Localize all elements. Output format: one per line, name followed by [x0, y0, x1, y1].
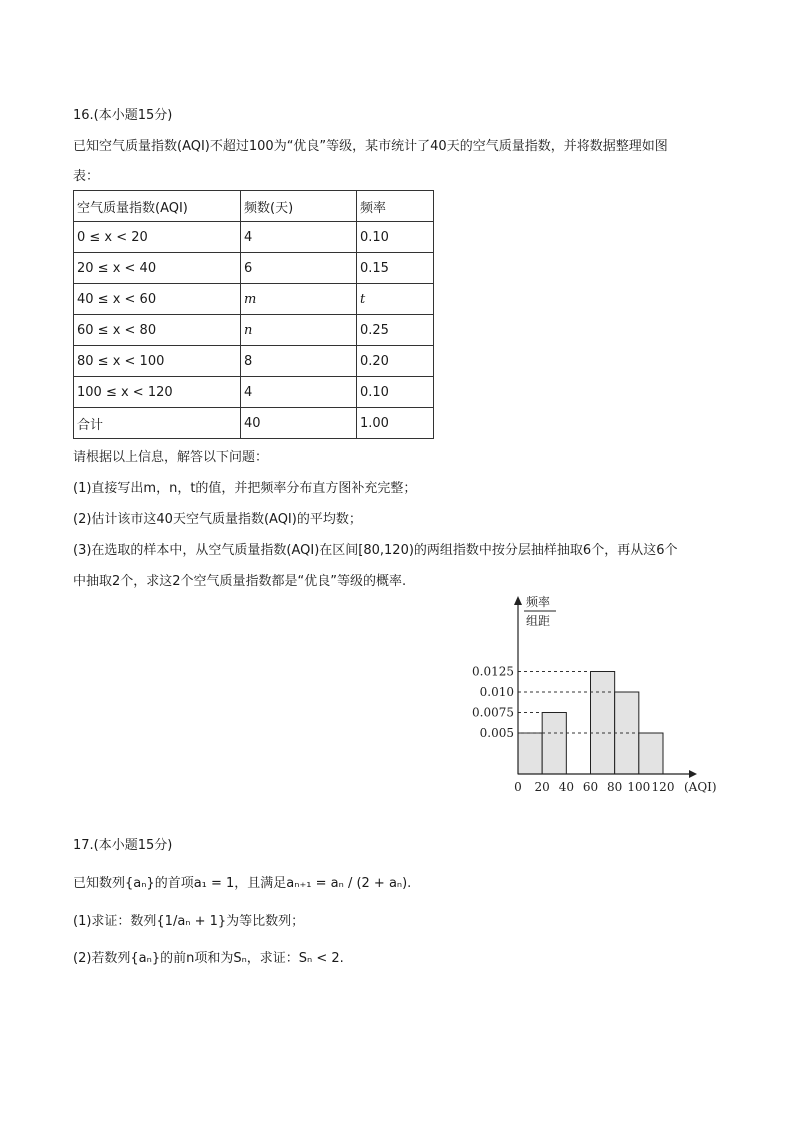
q17-header: 17.(本小题15分)	[73, 838, 173, 853]
x-axis-label: (AQI)	[684, 780, 717, 794]
q16-part3-line2: 中抽取2个，求这2个空气质量指数都是“优良”等级的概率.	[73, 574, 407, 589]
y-tick-label: 0.010	[479, 685, 514, 699]
q16-part2: (2)估计该市这40天空气质量指数(AQI)的平均数；	[73, 512, 362, 527]
q16-header: 16.(本小题15分)	[73, 108, 173, 123]
table-row	[74, 315, 434, 346]
table-row	[74, 346, 434, 377]
q16-intro-line2: 表：	[73, 169, 100, 184]
histogram-bar	[591, 672, 615, 775]
table-cell: 0.20	[357, 346, 434, 377]
table-row	[74, 222, 434, 253]
table-cell: 0.10	[357, 222, 434, 253]
q16-intro-line1: 已知空气质量指数(AQI)不超过100为“优良”等级，某市统计了40天的空气质量指数，并将数据整理如图	[73, 139, 668, 154]
table-cell: 合计	[74, 408, 241, 439]
histogram-bar	[639, 733, 663, 774]
table-cell: 0.15	[357, 253, 434, 284]
table-cell: 8	[241, 346, 357, 377]
table-row	[74, 284, 434, 315]
y-axis-label-bottom: 组距	[526, 614, 551, 628]
table-cell: 0 ≤ x < 20	[74, 222, 241, 253]
x-tick-label: 0	[514, 780, 522, 794]
table-cell: 0.25	[357, 315, 434, 346]
table-cell: 4	[241, 377, 357, 408]
x-tick-label: 80	[607, 780, 623, 794]
table-cell: 100 ≤ x < 120	[74, 377, 241, 408]
table-header-cell: 频率	[357, 191, 434, 222]
q16-part3-line1: (3)在选取的样本中，从空气质量指数(AQI)在区间[80,120)的两组指数中按分层抽样抽取6个，再从这6个	[73, 543, 678, 558]
y-tick-label: 0.005	[479, 726, 514, 740]
table-cell: t	[357, 284, 434, 315]
table-cell: 20 ≤ x < 40	[74, 253, 241, 284]
histogram-bar	[542, 713, 566, 775]
x-tick-label: 120	[651, 780, 675, 794]
table-row	[74, 253, 434, 284]
table-cell: 80 ≤ x < 100	[74, 346, 241, 377]
y-tick-label: 0.0125	[472, 664, 514, 679]
table-cell: 6	[241, 253, 357, 284]
table-cell: 40 ≤ x < 60	[74, 284, 241, 315]
table-cell: n	[241, 315, 357, 346]
histogram-bar	[518, 733, 542, 774]
table-header-cell: 频数(天)	[241, 191, 357, 222]
y-axis-label-top: 频率	[526, 595, 551, 609]
table-row	[74, 408, 434, 439]
table-header-row	[74, 191, 434, 222]
x-tick-label: 40	[558, 780, 574, 794]
table-cell: 60 ≤ x < 80	[74, 315, 241, 346]
y-axis-arrow	[514, 596, 522, 605]
y-tick-label: 0.0075	[472, 705, 514, 720]
q17-part2: (2)若数列{aₙ}的前n项和为Sₙ，求证：Sₙ < 2.	[73, 951, 344, 966]
table-header-cell: 空气质量指数(AQI)	[74, 191, 241, 222]
table-cell: m	[241, 284, 357, 315]
table-cell: 4	[241, 222, 357, 253]
x-axis-arrow	[689, 770, 697, 778]
histogram-bar	[615, 692, 639, 774]
table-cell: 40	[241, 408, 357, 439]
table-cell: 0.10	[357, 377, 434, 408]
frequency-table	[73, 190, 434, 439]
table-row	[74, 377, 434, 408]
q17-intro: 已知数列{aₙ}的首项a₁ = 1，且满足aₙ₊₁ = aₙ / (2 + aₙ).	[73, 876, 412, 891]
q16-part1: (1)直接写出m，n，t的值，并把频率分布直方图补充完整；	[73, 481, 417, 496]
x-tick-label: 20	[534, 780, 550, 794]
q17-part1: (1)求证：数列{1/aₙ + 1}为等比数列；	[73, 914, 305, 929]
x-tick-label: 100	[627, 780, 651, 794]
table-cell: 1.00	[357, 408, 434, 439]
q16-prompt: 请根据以上信息，解答以下问题：	[73, 450, 269, 465]
x-tick-label: 60	[582, 780, 599, 794]
